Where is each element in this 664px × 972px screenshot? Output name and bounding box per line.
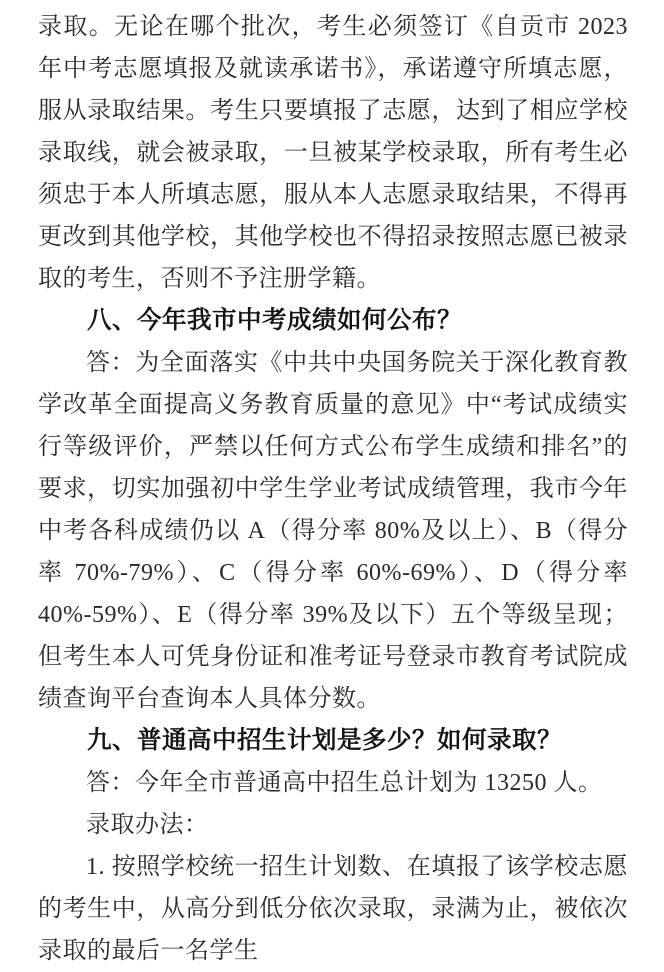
section-heading: 八、今年我市中考成绩如何公布？ bbox=[87, 307, 462, 334]
paragraph: 答：今年全市普通高中招生总计划为 13250 人。 bbox=[86, 770, 603, 796]
section-heading: 九、普通高中招生计划是多少？如何录取？ bbox=[87, 727, 562, 754]
paragraph: 答：为全面落实《中共中央国务院关于深化教育教学改革全面提高义务教育质量的意见》中“考试成绩实行等级评价，严禁以任何方式公布学生成绩和排名”的要求，切实加强初中学生学业考试成绩管理，我市今年中考各科成绩仍以 A（得分率 80%及以上）、B（得分率 70%-79%）、C（得分率 60%-69%）、D（得分率 40%-59%）、E（得分率 39%及以下）五个等级呈现；但考生本人可凭身份证和准考证号登录市教育考试院成绩查询平台查询本人具体分数。 bbox=[38, 350, 628, 712]
document-body bbox=[38, 6, 628, 972]
paragraph: 录取。无论在哪个批次，考生必须签订《自贡市 2023 年中考志愿填报及就读承诺书》，承诺遵守所填志愿，服从录取结果。考生只要填报了志愿，达到了相应学校录取线，就会被录取，一旦被某学校录取，所有考生必须忠于本人所填志愿，服从本人志愿录取结果，不得再更改到其他学校，其他学校也不得招录按照志愿已被录取的考生，否则不予注册学籍。 bbox=[38, 14, 628, 292]
paragraph: 1. 按照学校统一招生计划数、在填报了该学校志愿的考生中，从高分到低分依次录取，录满为止，被依次录取的最后一名学生 bbox=[38, 854, 628, 964]
paragraph: 录取办法： bbox=[86, 812, 209, 838]
